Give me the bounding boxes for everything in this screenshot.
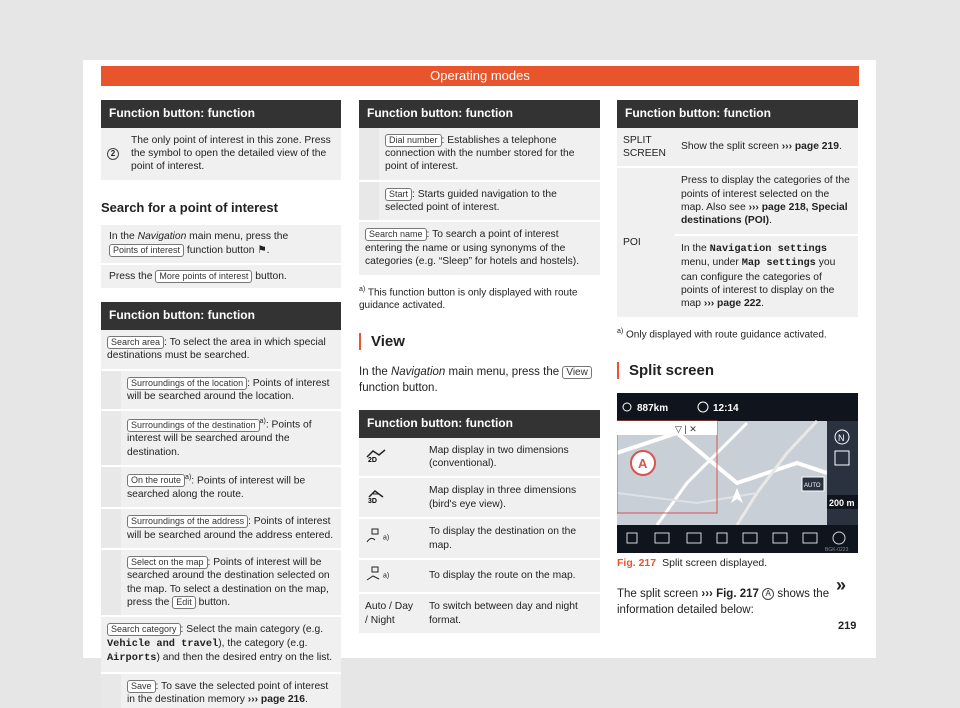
more-points-of-interest-button[interactable]: More points of interest (155, 270, 252, 283)
destination-map-icon (365, 536, 383, 547)
table-row: 3D Map display in three dimensions (bird's eye view). (359, 477, 600, 518)
function-table-3 (359, 100, 600, 277)
table-row: $^{a)}$ To display the route on the map. (359, 559, 600, 593)
search-area-button[interactable]: Search area (107, 336, 164, 349)
save-button[interactable]: Save (127, 680, 156, 693)
table-row: 2D Map display in two dimensions (conventional). (359, 438, 600, 478)
footnote: $^{a)}$ This function button is only displayed with route guidance activated. (359, 285, 578, 312)
table-row (101, 128, 341, 181)
surroundings-location-button[interactable]: Surroundings of the location (127, 377, 247, 390)
split-screen-heading: Split screen (617, 362, 858, 379)
page-number: 219 (838, 620, 857, 632)
route-map-icon (365, 574, 383, 585)
instruction-1: In the Navigation main menu, press the Points of interest function button ⚑. (101, 225, 341, 263)
table-row: SPLIT SCREEN Show the split screen ››› page 219. (617, 128, 858, 168)
search-name-button[interactable]: Search name (365, 228, 427, 241)
split-screen-description: The split screen ››› Fig. 217 A shows the information detailed below: (617, 588, 830, 617)
table-header: Function button: function (359, 100, 600, 128)
search-heading: Search for a point of interest (101, 199, 278, 215)
figure-link[interactable]: ››› Fig. 217 (701, 588, 759, 601)
poi-flag-icon: ⚑ (257, 244, 267, 256)
table-row: Surroundings of the destination $^{a)}$: Points of interest will be searched around the destination. (101, 410, 341, 466)
footnote: $^{a)}$ Only displayed with route guidance activated. (617, 327, 827, 341)
table-row: Start : Starts guided navigation to the selected point of interest. (359, 181, 600, 222)
table-row: On the route $^{a)}$: Points of interest will be searched along the route. (101, 466, 341, 508)
function-table-2 (101, 302, 341, 708)
column-1 (101, 100, 341, 708)
auto-label: AUTO (804, 482, 821, 489)
function-table-5 (617, 100, 858, 319)
svg-text:2D: 2D (368, 456, 377, 463)
column-2 (359, 100, 600, 635)
time-readout: 12:14 (713, 402, 739, 414)
on-the-route-button[interactable]: On the route (127, 474, 185, 487)
navigation-screen (617, 393, 858, 553)
page-link[interactable]: ››› page 222 (703, 298, 762, 310)
table-row: Search area : To select the area in which special destinations must be searched. (101, 330, 341, 370)
distance-readout: 887km (637, 402, 669, 414)
view-instruction: In the Navigation main menu, press the View function button. (359, 364, 600, 396)
split-screen-figure (617, 393, 858, 553)
page-link[interactable]: ››› page 216 (247, 693, 306, 705)
figure-caption: Fig. 217 Split screen displayed. (617, 556, 768, 569)
points-of-interest-button[interactable]: Points of interest (109, 244, 184, 257)
table-row: Dial number : Establishes a telephone connection with the number stored for the point of interest. (359, 128, 600, 181)
dial-number-button[interactable]: Dial number (385, 134, 442, 147)
page-link[interactable]: ››› page 218, Special destinations (POI) (681, 202, 848, 227)
function-table-1 (101, 100, 341, 182)
instruction-2: Press the More points of interest button. (101, 265, 341, 289)
map-3d-icon (359, 477, 423, 518)
svg-text:▽ | ✕: ▽ | ✕ (675, 423, 697, 434)
function-table-4 (359, 410, 600, 635)
edit-button[interactable]: Edit (172, 596, 196, 609)
svg-text:N: N (838, 432, 845, 443)
table-header: Function button: function (359, 410, 600, 438)
row-text: The only point of interest in this zone. Press the symbol to open the detailed view of the point of interest. (125, 128, 341, 181)
page-link[interactable]: ››› page 219 (781, 141, 839, 153)
view-heading: View (359, 333, 600, 350)
surroundings-destination-button[interactable]: Surroundings of the destination (127, 419, 260, 432)
view-button[interactable]: View (562, 366, 592, 379)
svg-text:3D: 3D (368, 497, 377, 504)
table-row: Select on the map : Points of interest will be searched around the destination selected on the map. To select a destination on the map, press the Edit button. (101, 549, 341, 617)
table-row: In the Navigation settings menu, under Map settings you can configure the categories of points of interest to display on the map ››› page 222. (617, 235, 858, 318)
marker-A-callout: A (762, 588, 774, 600)
start-button[interactable]: Start (385, 188, 412, 201)
scale-readout: 200 m (829, 497, 855, 508)
table-header: Function button: function (101, 100, 341, 128)
table-header: Function button: function (101, 302, 341, 330)
table-row: POI Press to display the categories of the points of interest selected on the map. Also see ››› page 218, Special destinations (POI). (617, 167, 858, 235)
table-row: Auto / Day / Night To switch between day and night format. (359, 593, 600, 634)
table-row: $^{a)}$ To display the destination on the map. (359, 518, 600, 559)
marker-A-label: A (638, 455, 648, 471)
image-code: BGK-0223 (825, 546, 849, 553)
table-row: Surroundings of the location : Points of interest will be searched around the location. (101, 370, 341, 411)
table-row: Search category : Select the main category (e.g. Vehicle and travel), the category (e.g. Airports) and then the desired entry on the list. (101, 616, 341, 672)
table-header: Function button: function (617, 100, 858, 128)
continue-mark: » (836, 575, 847, 595)
table-row: Search name : To search a point of interest entering the name or using synonyms of the categories (e.g. “Sleep” for hotels and hostels). (359, 221, 600, 275)
table-row: Surroundings of the address : Points of interest will be searched around the address entered. (101, 508, 341, 549)
table-row: Save : To save the selected point of interest in the destination memory ››› page 216. (101, 673, 341, 708)
page-header: Operating modes (101, 66, 859, 86)
column-3 (617, 100, 858, 618)
map-2d-icon (359, 438, 423, 478)
select-on-map-button[interactable]: Select on the map (127, 556, 208, 569)
row-key: 2 (101, 128, 125, 181)
surroundings-address-button[interactable]: Surroundings of the address (127, 515, 248, 528)
search-category-button[interactable]: Search category (107, 623, 181, 636)
